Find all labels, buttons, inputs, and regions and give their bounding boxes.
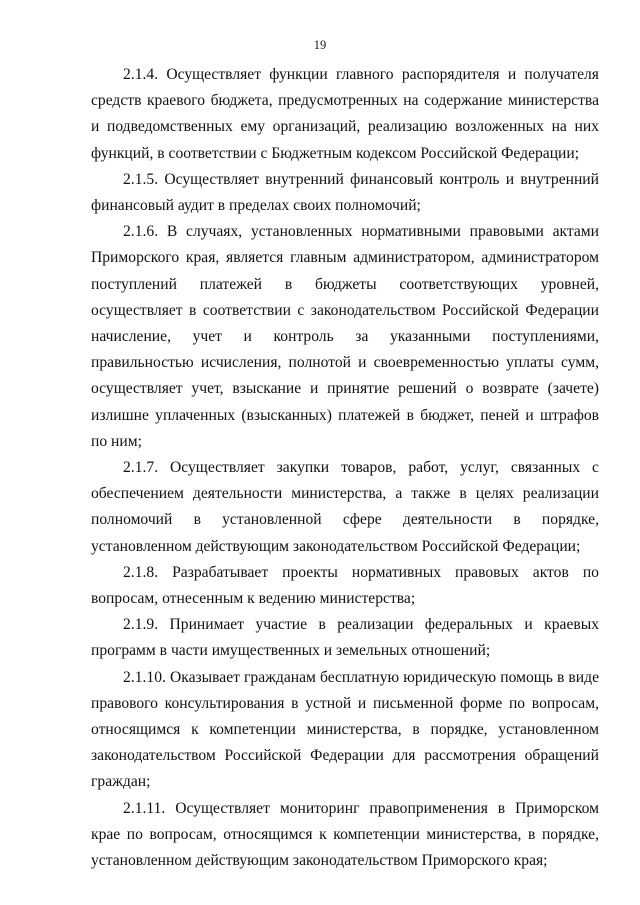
paragraph-text: В случаях, установленных нормативными правовыми актами Приморского края, является главным администратором, администратором поступлений платежей в бюджеты соответствующих уровней, осуществляет в соответствии с законодательством Российской Федерации начисление, учет и контроль за указанными поступлениями, правильностью исчисления, полнотой и своевременностью уплаты сумм, осуществляет учет, взыскание и принятие решений о возврате (зачете) излишне уплаченных (взысканных) платежей в бюджет, пеней и штрафов по ним; xyxy=(91,223,599,450)
paragraph-2-1-4 xyxy=(91,62,599,167)
paragraph-number: 2.1.4. xyxy=(123,66,159,83)
paragraph-number: 2.1.5. xyxy=(123,170,159,188)
document-body xyxy=(91,62,599,874)
paragraph-2-1-5 xyxy=(91,167,599,219)
paragraph-2-1-6 xyxy=(91,219,599,455)
paragraph-text: Осуществляет закупки товаров, работ, услуг, связанных с обеспечением деятельности министерства, а также в целях реализации полномочий в установленной сфере деятельности в порядке, установленном действующим законодательством Российской Федерации; xyxy=(91,459,599,555)
paragraph-number: 2.1.10. xyxy=(123,668,166,686)
paragraph-2-1-11 xyxy=(91,796,599,875)
paragraph-text: Осуществляет внутренний финансовый контроль и внутренний финансовый аудит в пределах своих полномочий; xyxy=(91,170,599,215)
paragraph-number: 2.1.7. xyxy=(123,459,159,477)
paragraph-2-1-7 xyxy=(91,455,599,560)
paragraph-text: Оказывает гражданам бесплатную юридическую помощь в виде правового консультирования в устной и письменной форме по вопросам, относящимся к компетенции министерства, в порядке, установленном законодательством Российской Федерации для рассмотрения обращений граждан; xyxy=(91,668,599,791)
paragraph-text: Осуществляет функции главного распорядителя и получателя средств краевого бюджета, предусмотренных на содержание министерства и подведомственных ему организаций, реализацию возложенных на них функций, в соответствии с Бюджетным кодексом Российской Федерации; xyxy=(91,66,599,162)
paragraph-text: Принимает участие в реализации федеральных и краевых программ в части имущественных и земельных отношений; xyxy=(91,616,599,660)
paragraph-number: 2.1.9. xyxy=(123,616,159,634)
paragraph-number: 2.1.11. xyxy=(123,799,166,817)
paragraph-number: 2.1.8. xyxy=(123,563,159,581)
paragraph-2-1-9 xyxy=(91,612,599,664)
page-number: 19 xyxy=(313,38,327,52)
paragraph-2-1-8 xyxy=(91,560,599,612)
paragraph-2-1-10 xyxy=(91,665,599,796)
paragraph-text: Осуществляет мониторинг правоприменения в Приморском крае по вопросам, относящимся к компетенции министерства, в порядке, установленном действующим законодательством Приморского края; xyxy=(91,799,600,870)
paragraph-number: 2.1.6. xyxy=(123,223,159,241)
paragraph-text: Разрабатывает проекты нормативных правовых актов по вопросам, отнесенным к ведению министерства; xyxy=(91,563,599,608)
